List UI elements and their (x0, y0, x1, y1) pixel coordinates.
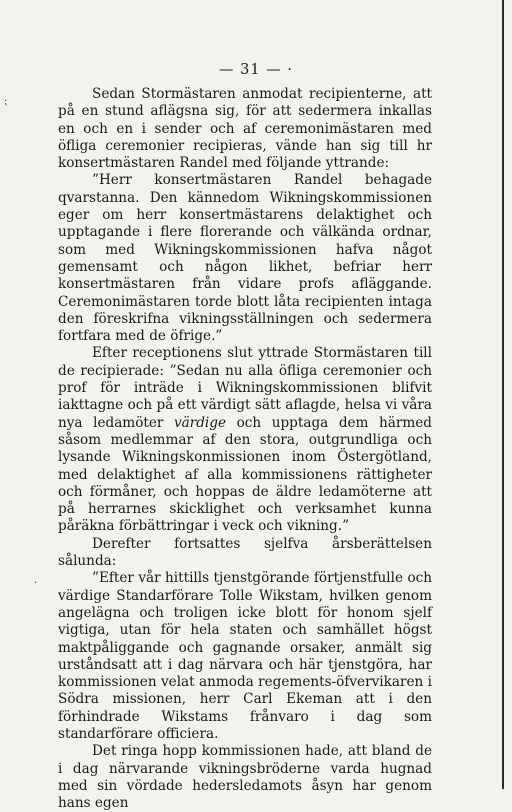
body-text (58, 86, 432, 812)
paragraph-text: och upptaga dem härmed såsom medlemmar af den stora, outgrundliga och lysande Wikningskonmissionen inom Östergötland, med delaktighet af alla kommissionens rättigheter och förmåner, och hoppas de äldre ledamöterne att på herrarnes skicklighet och verksamhet kunna påräkna förbättringar i veck och vikning.” (58, 414, 433, 535)
paragraph-text: Efter receptionens slut yttrade Stormästaren till de recipierade: ”Sedan nu alla öfliga ceremonier och prof för inträde i Wikningskommissionen blifvit iakttagne och på ett värdigt sätt aflagde, helsa vi våra nya ledamöter (58, 345, 432, 431)
paragraph: Sedan Stormästaren anmodat recipienterne, att på en stund aflägsna sig, för att sedermera inkallas en och en i sender och af ceremonimästaren med öfliga ceremonier recipieras, vände han sig till hr konsertmästaren Randel med följande yttrande: (58, 86, 432, 172)
paragraph: Derefter fortsattes sjelfva årsberättelsen sålunda: (58, 535, 432, 570)
margin-mark: ⁏ (4, 96, 8, 107)
paragraph: Det ringa hopp kommissionen hade, att bland de i dag närvarande vikningsbröderne varda hugnad med sin vördade hedersledamots åsyn har genom hans egen (58, 743, 432, 812)
margin-mark: · (34, 578, 38, 589)
emphasized-word: värdige (173, 414, 227, 431)
paragraph: ”Herr konsertmästaren Randel behagade qvarstanna. Den kännedom Wikningskommissionen eger om herr konsertmästarens delaktighet och upptagande i flere florerande och välkända ordnar, som med Wikningskommissionen hafva något gemensamt och någon likhet, befriar herr konsertmästaren från vidare profs afläggande. Ceremonimästaren torde blott låta recipienten intaga den föreskrifna vikningsställningen och sedermera fortfara med de öfrige.” (58, 172, 432, 345)
paragraph (58, 345, 432, 535)
paragraph: ”Efter vår hittills tjenstgörande förtjenstfulle och värdige Standarförare Tolle Wikstam, hvilken genom angelägna och troligen icke blott för honom sjelf vigtiga, utan för hela staten och samhället högst maktpåliggande och gagnande orsaker, anmält sig urståndsatt att i dag närvara och här tjenstgöra, har kommissionen velat anmoda regements-öfvervikaren i Södra missionen, herr Carl Ekeman att i den förhindrade Wikstams frånvaro i dag som standarförare officiera. (58, 570, 432, 742)
page-edge-line (502, 0, 504, 789)
page-number-header: — 31 — · (219, 62, 293, 78)
